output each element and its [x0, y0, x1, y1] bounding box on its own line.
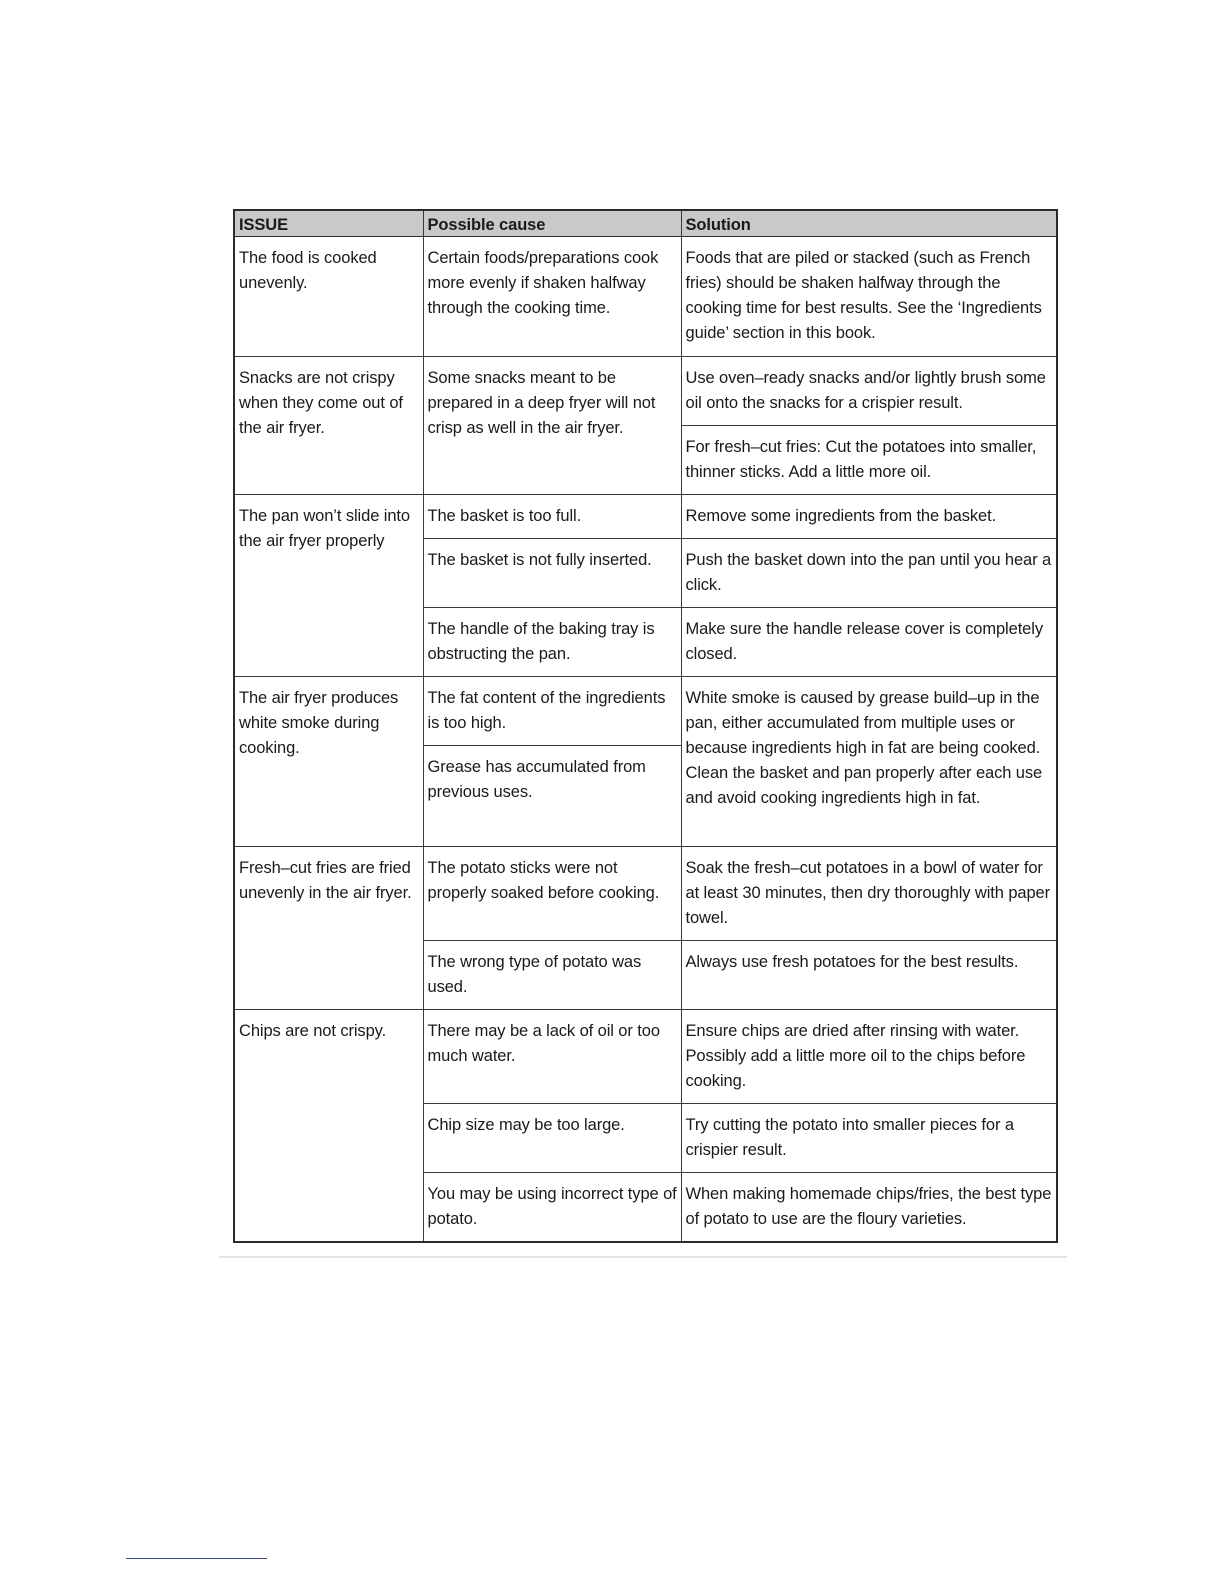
cause-cell: The wrong type of potato was used. [423, 941, 681, 1010]
solution-cell: For fresh–cut fries: Cut the potatoes into smaller, thinner sticks. Add a little more oil. [681, 426, 1057, 495]
cause-cell: The fat content of the ingredients is too high. [423, 677, 681, 746]
solution-cell: Make sure the handle release cover is completely closed. [681, 608, 1057, 677]
table-row [234, 677, 1057, 746]
solution-cell: Use oven–ready snacks and/or lightly brush some oil onto the snacks for a crispier result. [681, 357, 1057, 426]
issue-cell: Snacks are not crispy when they come out of the air fryer. [234, 357, 423, 495]
table-row [234, 357, 1057, 426]
footnote-rule [126, 1558, 267, 1559]
solution-cell: Push the basket down into the pan until you hear a click. [681, 539, 1057, 608]
solution-cell: Try cutting the potato into smaller pieces for a crispier result. [681, 1104, 1057, 1173]
issue-cell: Fresh–cut fries are fried unevenly in the air fryer. [234, 847, 423, 1010]
cause-cell: Grease has accumulated from previous uses. [423, 746, 681, 847]
cause-cell: Certain foods/preparations cook more evenly if shaken halfway through the cooking time. [423, 237, 681, 357]
solution-cell: Remove some ingredients from the basket. [681, 495, 1057, 539]
solution-cell: Soak the fresh–cut potatoes in a bowl of water for at least 30 minutes, then dry thoroughly with paper towel. [681, 847, 1057, 941]
table-row [234, 847, 1057, 941]
cause-cell: Chip size may be too large. [423, 1104, 681, 1173]
cause-cell: The basket is too full. [423, 495, 681, 539]
header-possible-cause: Possible cause [423, 210, 681, 237]
solution-cell: Always use fresh potatoes for the best results. [681, 941, 1057, 1010]
header-issue: ISSUE [234, 210, 423, 237]
solution-cell: Foods that are piled or stacked (such as French fries) should be shaken halfway through the cooking time for best results. See the ‘Ingredients guide’ section in this book. [681, 237, 1057, 357]
table-row [234, 495, 1057, 539]
cause-cell: Some snacks meant to be prepared in a deep fryer will not crisp as well in the air fryer. [423, 357, 681, 495]
troubleshooting-table [233, 209, 1058, 1243]
cause-cell: You may be using incorrect type of potato. [423, 1173, 681, 1243]
solution-cell: When making homemade chips/fries, the best type of potato to use are the floury varieties. [681, 1173, 1057, 1243]
solution-cell: White smoke is caused by grease build–up in the pan, either accumulated from multiple uses or because ingredients high in fat are being cooked. Clean the basket and pan properly after each use and avoid cooking ingredients high in fat. [681, 677, 1057, 847]
table-row [234, 237, 1057, 357]
issue-cell: Chips are not crispy. [234, 1010, 423, 1243]
issue-cell: The air fryer produces white smoke during cooking. [234, 677, 423, 847]
cause-cell: There may be a lack of oil or too much water. [423, 1010, 681, 1104]
table-header-row [234, 210, 1057, 237]
cause-cell: The basket is not fully inserted. [423, 539, 681, 608]
solution-cell: Ensure chips are dried after rinsing with water. Possibly add a little more oil to the chips before cooking. [681, 1010, 1057, 1104]
cause-cell: The handle of the baking tray is obstructing the pan. [423, 608, 681, 677]
cause-cell: The potato sticks were not properly soaked before cooking. [423, 847, 681, 941]
issue-cell: The food is cooked unevenly. [234, 237, 423, 357]
page-divider [219, 1256, 1067, 1258]
table-row [234, 1010, 1057, 1104]
issue-cell: The pan won’t slide into the air fryer properly [234, 495, 423, 677]
header-solution: Solution [681, 210, 1057, 237]
